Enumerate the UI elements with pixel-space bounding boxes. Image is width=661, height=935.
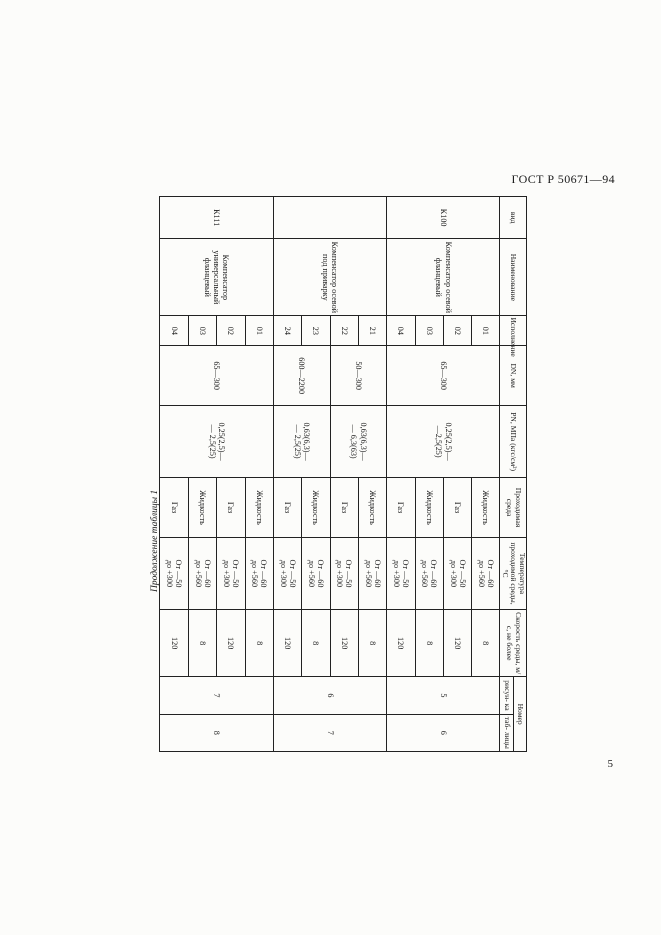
table-row <box>358 197 386 752</box>
cell-execution: 03 <box>188 316 216 346</box>
cell-execution: 24 <box>273 316 301 346</box>
cell-temperature: От —60 до +560 <box>188 537 216 609</box>
cell-name: Компенсатор осевой под приварку <box>273 239 386 316</box>
cell-execution: 23 <box>302 316 330 346</box>
specification-table <box>160 196 528 752</box>
cell-speed: 120 <box>330 610 358 677</box>
cell-speed: 8 <box>472 610 500 677</box>
col-pn: PN, МПа (кгс/см²) <box>500 406 527 478</box>
cell-tablitsa: 8 <box>160 714 273 751</box>
cell-temperature: От —50 до +300 <box>330 537 358 609</box>
cell-dn: 50—300 <box>330 346 387 406</box>
cell-speed: 120 <box>160 610 188 677</box>
cell-medium: Жидкость <box>415 478 443 538</box>
cell-vid: К100 <box>387 197 500 239</box>
col-sketch-group: Номер <box>513 677 526 752</box>
cell-dn: 600—2200 <box>273 346 330 406</box>
cell-speed: 8 <box>358 610 386 677</box>
cell-speed: 8 <box>302 610 330 677</box>
standard-number: ГОСТ Р 50671—94 <box>511 172 615 186</box>
cell-temperature: От —60 до +560 <box>415 537 443 609</box>
cell-medium: Жидкость <box>302 478 330 538</box>
cell-tablitsa: 6 <box>387 714 500 751</box>
cell-temperature: От —60 до +560 <box>472 537 500 609</box>
cell-execution: 01 <box>472 316 500 346</box>
cell-execution: 22 <box>330 316 358 346</box>
table-body <box>160 197 500 752</box>
rotated-table-container <box>167 196 527 752</box>
cell-medium: Жидкость <box>358 478 386 538</box>
col-dn: DN, мм <box>500 346 527 406</box>
cell-temperature: От —60 до +560 <box>358 537 386 609</box>
cell-name: Компенсатор осевой фланцевый <box>387 239 500 316</box>
cell-tablitsa: 7 <box>273 714 386 751</box>
cell-speed: 8 <box>188 610 216 677</box>
table-row <box>472 197 500 752</box>
cell-temperature: От —60 до +560 <box>245 537 273 609</box>
cell-execution: 02 <box>217 316 245 346</box>
col-medium: Проходимая среда <box>500 478 527 538</box>
cell-temperature: От —50 до +300 <box>443 537 471 609</box>
cell-execution: 03 <box>415 316 443 346</box>
cell-temperature: От —50 до +300 <box>160 537 188 609</box>
cell-medium: Газ <box>160 478 188 538</box>
cell-execution: 02 <box>443 316 471 346</box>
cell-medium: Газ <box>273 478 301 538</box>
cell-speed: 120 <box>387 610 415 677</box>
col-speed: Скорость среды, м/с, не более <box>500 610 527 677</box>
cell-medium: Газ <box>387 478 415 538</box>
cell-dn: 65—300 <box>387 346 500 406</box>
cell-vid: К111 <box>160 197 273 239</box>
cell-vid <box>273 197 386 239</box>
cell-risunok: 7 <box>160 677 273 714</box>
cell-dn: 65—300 <box>160 346 273 406</box>
col-execution: Исполнение <box>500 316 527 346</box>
cell-medium: Жидкость <box>245 478 273 538</box>
col-name: Наименование <box>500 239 527 316</box>
cell-name: Компенсатор универсальный фланцевый <box>160 239 273 316</box>
cell-medium: Жидкость <box>188 478 216 538</box>
cell-execution: 21 <box>358 316 386 346</box>
cell-risunok: 5 <box>387 677 500 714</box>
table-continuation-label: Продолжение таблицы 1 <box>150 489 160 592</box>
cell-temperature: От —50 до +300 <box>387 537 415 609</box>
cell-speed: 8 <box>415 610 443 677</box>
cell-speed: 8 <box>245 610 273 677</box>
cell-execution: 01 <box>245 316 273 346</box>
cell-medium: Газ <box>443 478 471 538</box>
cell-speed: 120 <box>217 610 245 677</box>
cell-pn: 0,63(6,3)— — 2,5(25) <box>273 406 330 478</box>
col-temperature: Температура проходимой среды, °C <box>500 537 527 609</box>
cell-medium: Газ <box>330 478 358 538</box>
cell-risunok: 6 <box>273 677 386 714</box>
cell-temperature: От —50 до +300 <box>273 537 301 609</box>
cell-execution: 04 <box>160 316 188 346</box>
cell-temperature: От —50 до +300 <box>217 537 245 609</box>
cell-execution: 04 <box>387 316 415 346</box>
cell-pn: 0,25(2,5)— — 2,5(25) <box>160 406 273 478</box>
page-number: 5 <box>607 758 613 770</box>
table-row <box>245 197 273 752</box>
cell-pn: 0,63(6,3)— — 6,3(63) <box>330 406 387 478</box>
col-tablitsa: таб- лицы <box>500 714 513 751</box>
cell-temperature: От —60 до +560 <box>302 537 330 609</box>
cell-medium: Жидкость <box>472 478 500 538</box>
table-header-row-1 <box>513 197 526 752</box>
col-vid: вид <box>500 197 527 239</box>
cell-pn: 0,25(2,5)— —2,5(25) <box>387 406 500 478</box>
cell-medium: Газ <box>217 478 245 538</box>
cell-speed: 120 <box>443 610 471 677</box>
col-risunok: рисун- ка <box>500 677 513 714</box>
cell-speed: 120 <box>273 610 301 677</box>
